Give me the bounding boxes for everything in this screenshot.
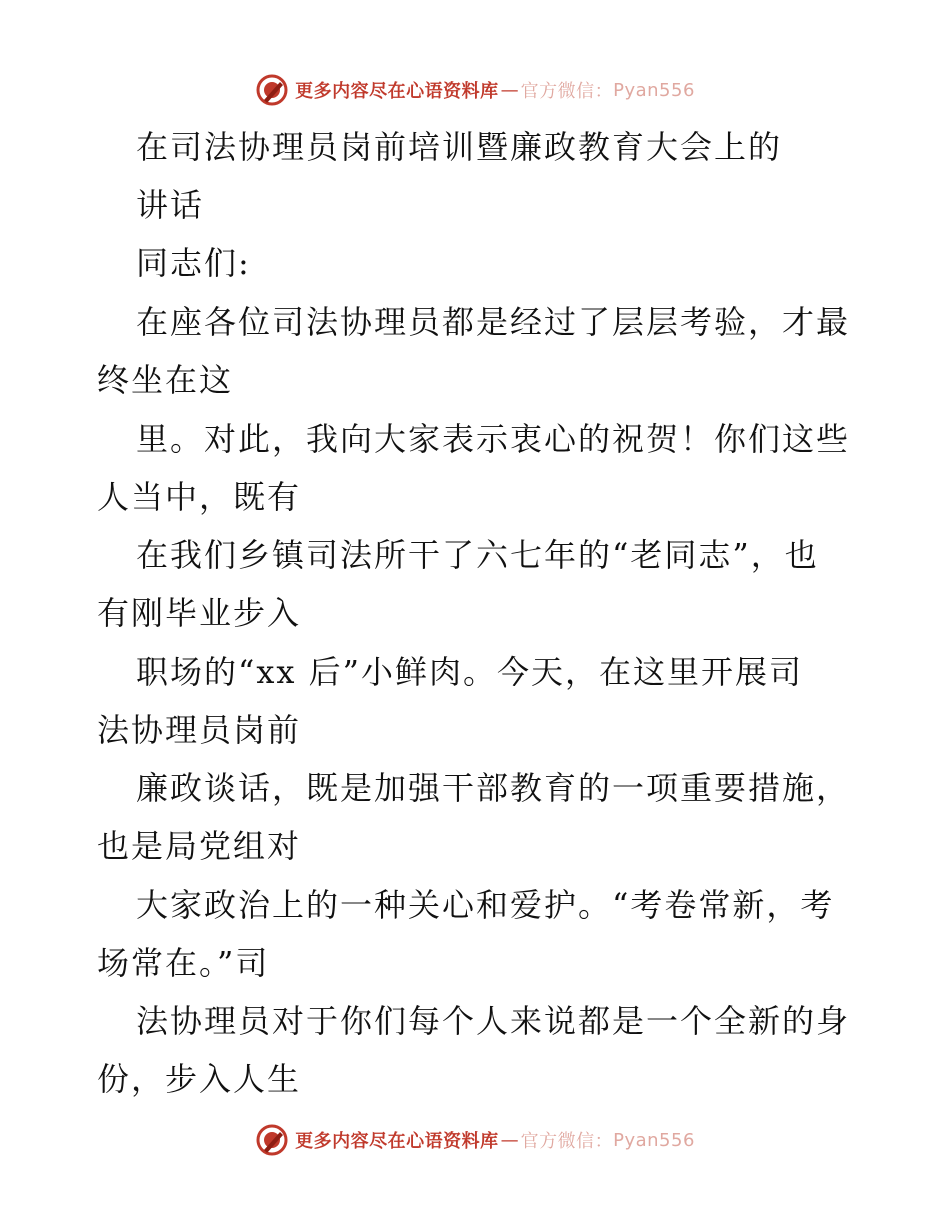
pen-logo-icon bbox=[255, 73, 289, 107]
banner-wechat-label: 官方微信： bbox=[520, 81, 614, 102]
footer-banner bbox=[0, 1120, 950, 1160]
banner-account: Pyan556 bbox=[613, 1129, 695, 1151]
paragraph-line: 有刚毕业步入 bbox=[97, 594, 302, 632]
paragraph-line: 在座各位司法协理员都是经过了层层考验，才最 bbox=[136, 303, 851, 341]
paragraph-line: 职场的“xx 后”小鲜肉。今天，在这里开展司 bbox=[136, 653, 803, 691]
paragraph-line: 场常在。”司 bbox=[97, 944, 270, 982]
paragraph-line: 大家政治上的一种关心和爱护。“考卷常新，考 bbox=[136, 886, 835, 924]
paragraph-line: 里。对此，我向大家表示衷心的祝贺！你们这些 bbox=[136, 420, 851, 458]
paragraph-line: 人当中，既有 bbox=[97, 478, 302, 516]
paragraph-line: 终坐在这 bbox=[97, 361, 234, 399]
document-title-line-2: 讲话 bbox=[136, 186, 205, 224]
paragraph-line: 法协理员对于你们每个人来说都是一个全新的身 bbox=[136, 1002, 851, 1040]
banner-account: Pyan556 bbox=[613, 79, 695, 101]
banner-wechat-label: 官方微信： bbox=[520, 1131, 614, 1152]
salutation: 同志们: bbox=[136, 244, 251, 282]
document-title-line-1: 在司法协理员岗前培训暨廉政教育大会上的 bbox=[136, 128, 783, 166]
paragraph-line: 法协理员岗前 bbox=[97, 711, 302, 749]
paragraph-line: 廉政谈话，既是加强干部教育的一项重要措施， bbox=[136, 769, 851, 807]
banner-main-text: 更多内容尽在心语资料库 bbox=[295, 81, 499, 102]
paragraph-line: 也是局党组对 bbox=[97, 827, 302, 865]
banner-separator: — bbox=[500, 1129, 519, 1151]
paragraph-line: 份，步入人生 bbox=[97, 1060, 302, 1098]
banner-main-text: 更多内容尽在心语资料库 bbox=[295, 1131, 499, 1152]
paragraph-line: 在我们乡镇司法所干了六七年的“老同志”，也 bbox=[136, 536, 819, 574]
header-banner bbox=[0, 70, 950, 110]
banner-separator: — bbox=[500, 79, 519, 101]
pen-logo-icon bbox=[255, 1123, 289, 1157]
